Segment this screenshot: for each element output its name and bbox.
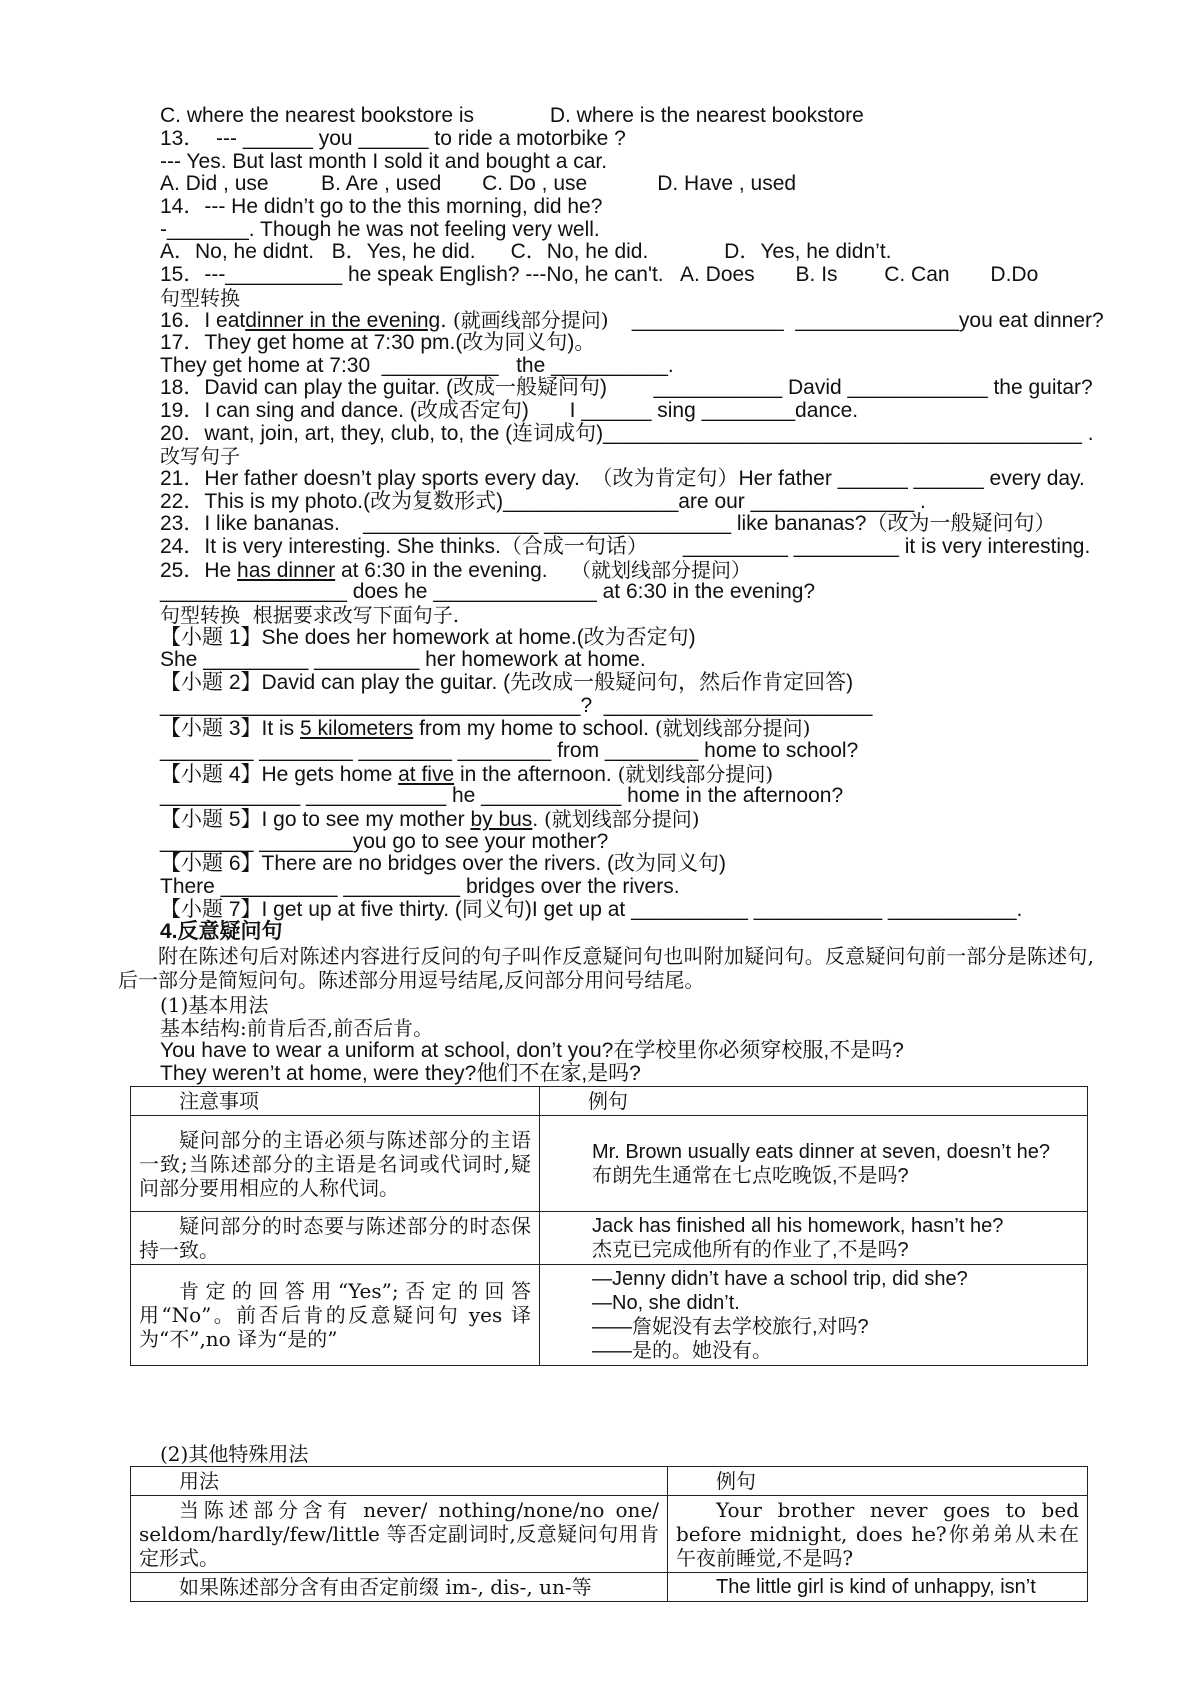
underlined-phrase: by bus xyxy=(470,808,533,831)
question-19: 19．I can sing and dance. (改成否定句) I ______ sing ________dance. xyxy=(160,399,859,422)
section-heading: 句型转换 根据要求改写下面句子. xyxy=(160,603,460,627)
table-cell: Mr. Brown usually eats dinner at seven, doesn’t he? 布朗先生通常在七点吃晚饭,不是吗? xyxy=(540,1116,1088,1212)
question-14: 14．--- He didn’t go to the this morning, did he? xyxy=(160,195,603,218)
intro-paragraph: 附在陈述句后对陈述内容进行反问的句子叫作反意疑问句也叫附加疑问句。反意疑问句前一部分是陈述句,后一部分是简短问句。陈述部分用逗号结尾,反问部分用问号结尾。 xyxy=(118,944,1094,992)
table-header: 例句 xyxy=(668,1467,1088,1496)
subquestion-5: 【小题 5】I go to see my mother by bus. (就划线部分提问) xyxy=(160,807,700,831)
subquestion-1: 【小题 1】She does her homework at home.(改为否定句) xyxy=(160,626,696,649)
subquestion-7: 【小题 7】I get up at five thirty. (同义句)I get up at __________ ___________ ___________. xyxy=(160,898,1023,921)
subquestion-6-answer: There __________ __________ bridges over the rivers. xyxy=(160,875,680,898)
question-17-answer: They get home at 7:30 __________ the __________. xyxy=(160,354,674,377)
underlined-phrase: has dinner xyxy=(237,559,336,582)
underlined-phrase: dinner in the evening xyxy=(245,309,441,332)
question-13: 13． --- ______ you ______ to ride a motorbike ? xyxy=(160,127,626,150)
question-13-reply: --- Yes. But last month I sold it and bought a car. xyxy=(160,150,608,173)
question-16: 16．I eatdinner in the evening. (就画线部分提问) _____________ ______________you eat dinner? xyxy=(160,308,1104,332)
subsection-title: (1)基本用法 xyxy=(160,993,269,1017)
question-14-options: A．No, he didnt. B．Yes, he did. C．No, he did. D．Yes, he didn’t. xyxy=(160,240,892,263)
usage-table xyxy=(130,1466,1088,1602)
table-cell: 肯定的回答用“Yes”;否定的回答用“No”。前否后肯的反意疑问句 yes 译为“不”,no 译为“是的” xyxy=(131,1265,540,1366)
example-sentence: They weren’t at home, were they?他们不在家,是吗? xyxy=(160,1062,641,1085)
question-24: 24．It is very interesting. She thinks.（合成一句话） _________ _________ it is very interesting. xyxy=(160,535,1091,558)
subquestion-6: 【小题 6】There are no bridges over the rivers. (改为同义句) xyxy=(160,852,726,875)
section-heading: 句型转换 xyxy=(160,286,240,310)
table-cell: Jack has finished all his homework, hasn’t he? 杰克已完成他所有的作业了,不是吗? xyxy=(540,1212,1088,1265)
question-25-answer: ________________ does he ______________ at 6:30 in the evening? xyxy=(160,580,816,603)
question-17: 17．They get home at 7:30 pm.(改为同义句)。 xyxy=(160,331,596,354)
section-heading: 改写句子 xyxy=(160,444,240,468)
subquestion-5-answer: ________ ________you go to see your mother? xyxy=(160,830,609,853)
table-cell: 当陈述部分含有 never/ nothing/none/no one/ seldom/hardly/few/little 等否定副词时,反意疑问句用肯定形式。 xyxy=(131,1496,668,1573)
table-header: 例句 xyxy=(540,1087,1088,1116)
table-cell: 疑问部分的主语必须与陈述部分的主语一致;当陈述部分的主语是名词或代词时,疑问部分要用相应的人称代词。 xyxy=(131,1116,540,1212)
table-cell: 如果陈述部分含有由否定前缀 im-, dis-, un-等 xyxy=(131,1573,668,1602)
table-header: 注意事项 xyxy=(131,1087,540,1116)
question-25: 25．He has dinner at 6:30 in the evening. （就划线部分提问） xyxy=(160,558,751,582)
question-18: 18．David can play the guitar. (改成一般疑问句) ___________ David ____________ the guitar? xyxy=(160,376,1093,399)
table-cell: Your brother never goes to bed before midnight, does he?你弟弟从未在午夜前睡觉,不是吗? xyxy=(668,1496,1088,1573)
subquestion-2-answer: ____________________________________? _______________________ xyxy=(160,694,873,717)
subquestion-1-answer: She _________ _________ her homework at home. xyxy=(160,648,646,671)
table-cell: —Jenny didn’t have a school trip, did she? —No, she didn’t. ——詹妮没有去学校旅行,对吗? ——是的。她没有。 xyxy=(540,1265,1088,1366)
question-23: 23．I like bananas. _______________ ________________ like bananas?（改为一般疑问句） xyxy=(160,512,1056,535)
section-title: 4.反意疑问句 xyxy=(160,920,283,943)
table-header: 用法 xyxy=(131,1467,668,1496)
subquestion-3: 【小题 3】It is 5 kilometers from my home to school. (就划线部分提问) xyxy=(160,716,811,740)
example-sentence: You have to wear a uniform at school, don’t you?在学校里你必须穿校服,不是吗? xyxy=(160,1039,904,1062)
table-cell: The little girl is kind of unhappy, isn’t xyxy=(668,1573,1088,1602)
subquestion-2: 【小题 2】David can play the guitar. (先改成一般疑问句，然后作肯定回答) xyxy=(160,671,854,694)
question-13-options: A. Did , use B. Are , used C. Do , use D. Have , used xyxy=(160,172,797,195)
question-22: 22．This is my photo.(改为复数形式)_______________are our ______________ . xyxy=(160,490,926,513)
subsection-title: (2)其他特殊用法 xyxy=(160,1442,309,1466)
option-line: C. where the nearest bookstore is D. where is the nearest bookstore xyxy=(160,104,864,127)
subquestion-3-answer: ________ ________ ________ ________ from ________ home to school? xyxy=(160,739,859,762)
notes-table xyxy=(130,1086,1088,1366)
subquestion-4: 【小题 4】He gets home at five in the afternoon. (就划线部分提问) xyxy=(160,762,774,786)
subquestion-4-answer: ____________ ____________ he ____________ home in the afternoon? xyxy=(160,784,844,807)
underlined-phrase: 5 kilometers xyxy=(300,717,414,740)
question-21: 21．Her father doesn’t play sports every day. （改为肯定句）Her father ______ ______ every day. xyxy=(160,467,1085,490)
question-15: 15．---__________ he speak English? ---No, he can't. A. Does B. Is C. Can D.Do xyxy=(160,263,1039,286)
question-20: 20．want, join, art, they, club, to, the (连词成句)_________________________________________ . xyxy=(160,422,1094,445)
question-14-reply: -_______. Though he was not feeling very well. xyxy=(160,218,600,241)
table-cell: 疑问部分的时态要与陈述部分的时态保持一致。 xyxy=(131,1212,540,1265)
basic-structure: 基本结构:前肯后否,前否后肯。 xyxy=(160,1016,434,1040)
underlined-phrase: at five xyxy=(398,763,455,786)
